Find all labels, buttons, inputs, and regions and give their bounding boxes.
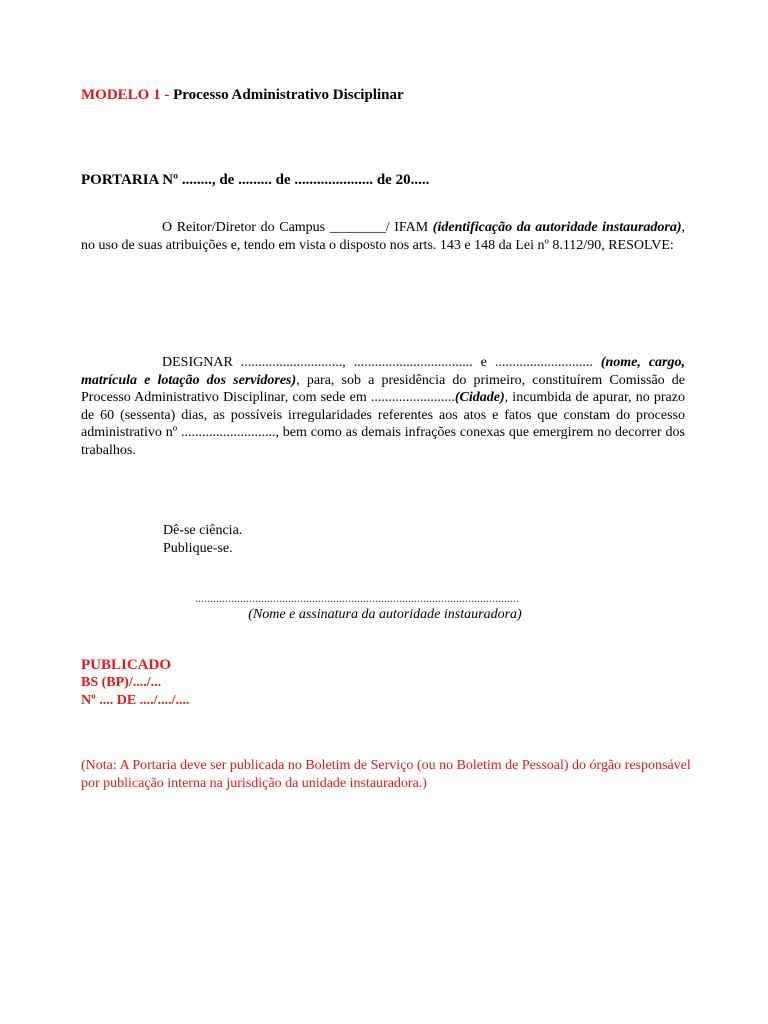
designation-text-part1: DESIGNAR ............................., .................................. e ............................ — [162, 355, 601, 370]
document-heading — [81, 86, 404, 104]
publication-note: (Nota: A Portaria deve ser publicada no Boletim de Serviço (ou no Boletim de Pessoal) do órgão responsável por publicação interna na jurisdição da unidade instauradora.) — [81, 758, 691, 791]
designation-emphasis-servants: (nome, cargo, matrícula e lotação dos servidores) — [81, 355, 685, 388]
closing-block — [163, 522, 242, 558]
publication-bs-line: BS (BP)/..../... — [81, 675, 162, 690]
signature-dotted-line: ............................................................................................................ — [195, 591, 519, 605]
closing-line-ciencia: Dê-se ciência. — [163, 523, 243, 538]
authority-text-part1: O Reitor/Diretor do Campus ________/ IFAM — [162, 220, 433, 235]
publication-block — [81, 656, 189, 710]
designation-emphasis-city: (Cidade) — [454, 390, 505, 405]
heading-title: Processo Administrativo Disciplinar — [173, 87, 404, 103]
designation-text-part2: , para, sob a presidência do primeiro, constituírem Comissão de Processo Administrativo Disciplinar, com sede em ........................ — [81, 372, 685, 405]
portaria-line: PORTARIA Nº ........, de ......... de ..................... de 20..... — [81, 172, 430, 188]
signature-caption — [0, 606, 768, 624]
publication-number-line: Nº .... DE ..../..../.... — [81, 693, 190, 708]
authority-text-part2: , no uso de suas atribuições e, tendo em vista o disposto nos arts. 143 e 148 da Lei nº 8.112/90, RESOLVE: — [81, 220, 686, 253]
publication-title: PUBLICADO — [81, 657, 172, 673]
authority-paragraph — [81, 219, 685, 254]
authority-emphasis: (identificação da autoridade instauradora) — [432, 220, 682, 235]
closing-line-publique: Publique-se. — [163, 541, 233, 556]
designation-text-part3: , incumbida de apurar, no prazo de 60 (sessenta) dias, as possíveis irregularidades referentes aos atos e fatos que constam do processo administrativo nº ..........................., bem como as demais infrações conexas que emergirem no decorrer dos trabalhos. — [81, 390, 685, 458]
model-label: MODELO 1 - — [81, 87, 170, 103]
signature-caption-text: (Nome e assinatura da autoridade instauradora) — [248, 607, 522, 622]
designation-paragraph — [81, 354, 685, 459]
